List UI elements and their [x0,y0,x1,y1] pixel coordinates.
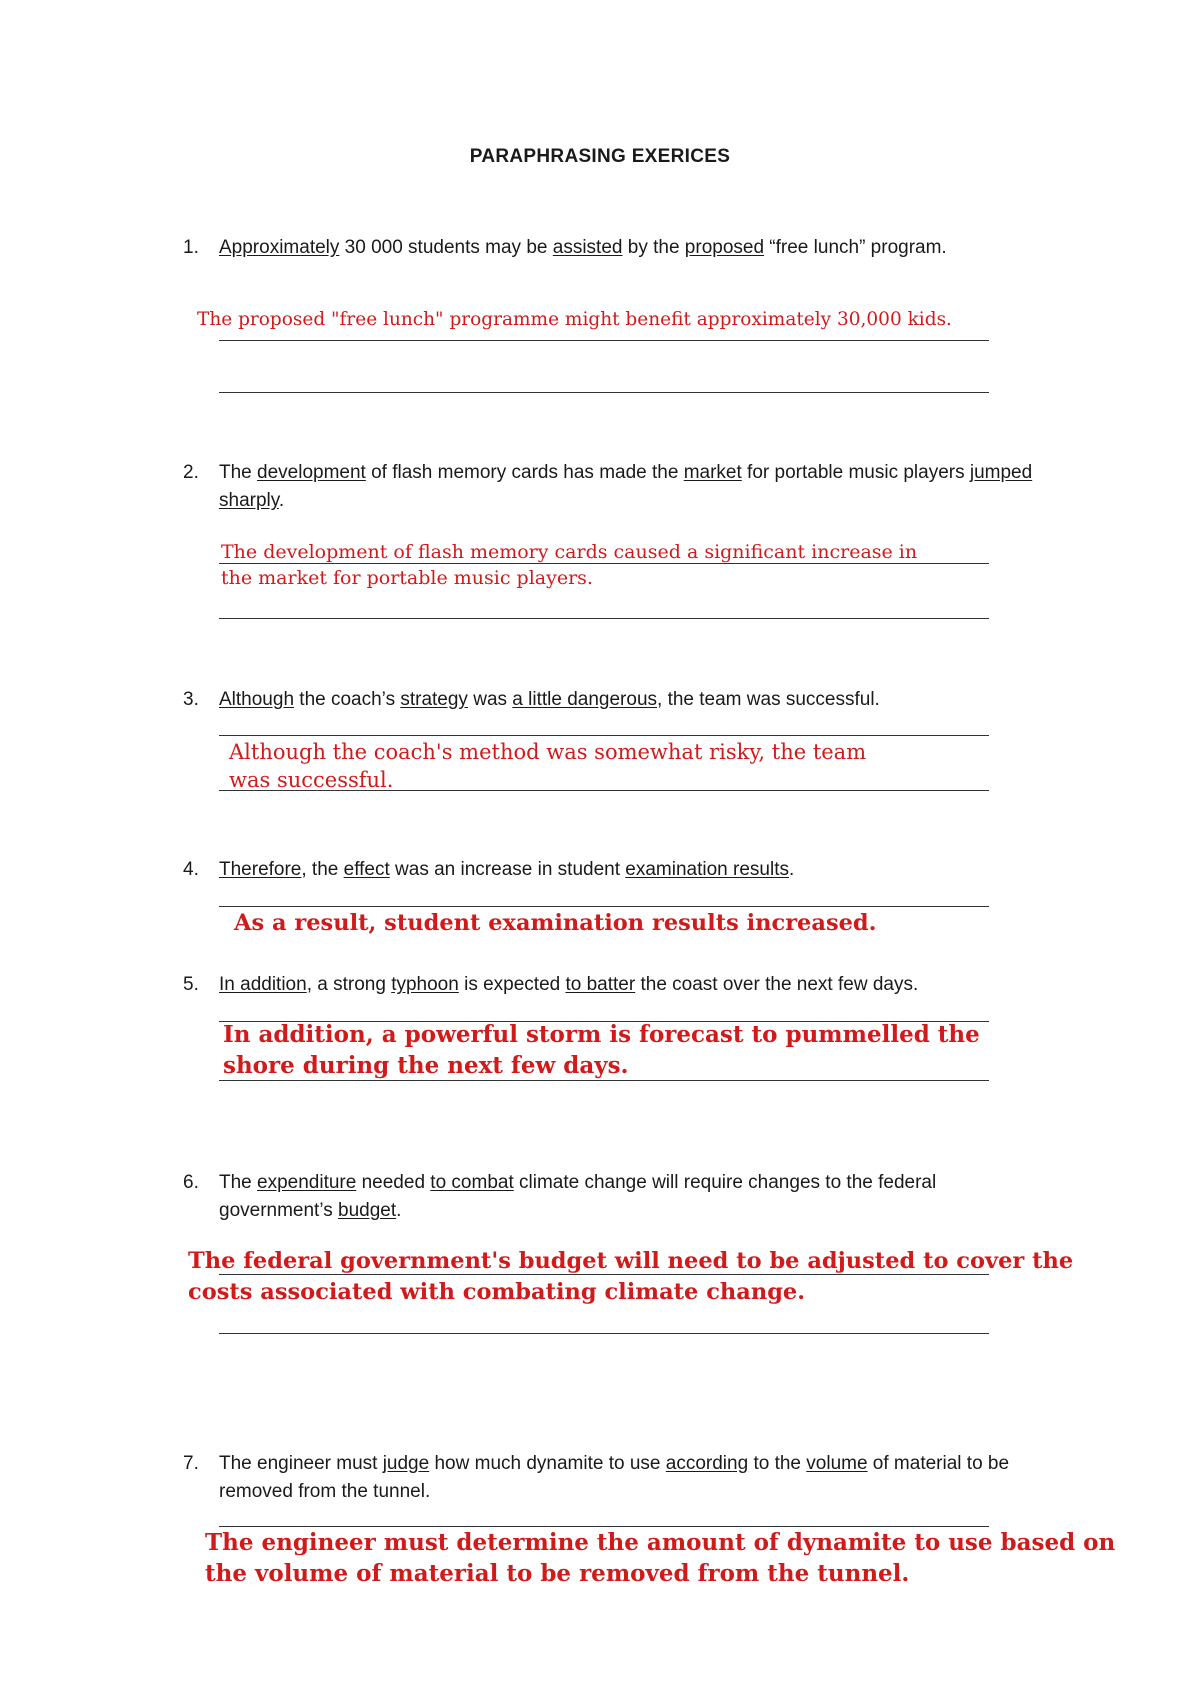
question-number: 5. [183,974,199,995]
answer-4 [234,910,877,936]
underlined-term: Approximately [219,237,340,258]
underlined-term: proposed [684,237,765,258]
question-text: Approximately 30 000 students may be assisted by the proposed “free lunch” program. [219,237,947,258]
answer-7 [205,1527,1115,1589]
answer-line: the market for portable music players. [221,567,593,589]
underlined-term: typhoon [391,974,459,995]
underlined-term: effect [343,859,390,880]
question-text: The engineer must judge how much dynamite to use according to the volume of material to be removed from the tunnel. [219,1453,1010,1502]
question-number: 4. [183,859,199,880]
question-text: Although the coach’s strategy was a little dangerous, the team was successful. [219,689,880,710]
underlined-term: budget [338,1200,397,1221]
underlined-term: Although [219,689,295,710]
question-text: The development of flash memory cards has made the market for portable music players jumped sharply. [219,462,1033,511]
underlined-term: to batter [565,974,636,995]
underlined-term: according [665,1453,749,1474]
answer-rule [219,563,989,564]
underlined-term: jumped sharply [219,462,1033,511]
answer-5 [223,1019,980,1081]
answer-rule [219,906,989,907]
answer-rule [219,340,989,341]
question-text: In addition, a strong typhoon is expected to batter the coast over the next few days. [219,974,919,995]
underlined-term: In addition [219,974,307,995]
answer-line: The federal government's budget will need to be adjusted to cover the [188,1248,1074,1274]
page-title: PARAPHRASING EXERICES [469,146,731,167]
question-number: 2. [183,462,199,483]
answer-line: The engineer must determine the amount of dynamite to use based on [205,1529,1116,1556]
answer-line: The proposed "free lunch" programme might benefit approximately 30,000 kids. [197,309,952,330]
question-number: 6. [183,1172,199,1193]
underlined-term: Therefore [219,859,302,880]
answer-rule [219,735,989,736]
answer-line: The development of flash memory cards caused a significant increase in [221,541,918,563]
answer-line: shore during the next few days. [223,1052,629,1079]
underlined-term: assisted [552,237,623,258]
question-text: The expenditure needed to combat climate change will require changes to the federal government’s budget. [219,1172,937,1221]
answer-rule [219,1080,989,1081]
underlined-term: development [257,462,366,483]
question-number: 1. [183,237,199,258]
underlined-term: to combat [430,1172,514,1193]
answer-line: In addition, a powerful storm is forecast to pummelled the [223,1021,980,1048]
answer-line: the volume of material to be removed from the tunnel. [205,1560,910,1587]
answer-line: As a result, student examination results increased. [234,910,877,936]
answer-rule [219,1333,989,1334]
question-text: Therefore, the effect was an increase in student examination results. [219,859,795,880]
underlined-term: judge [382,1453,430,1474]
answer-line: costs associated with combating climate change. [188,1279,806,1305]
answer-3 [229,738,866,794]
underlined-term: market [683,462,742,483]
answer-6 [188,1246,1073,1308]
question-number: 7. [183,1453,199,1474]
underlined-term: examination results [625,859,789,880]
underlined-term: volume [806,1453,868,1474]
answer-1 [197,309,952,330]
answer-2 [221,539,917,591]
answer-rule [219,790,989,791]
answer-rule [219,392,989,393]
answer-rule [219,618,989,619]
answer-line: Although the coach's method was somewhat risky, the team [229,740,867,764]
answer-line: was successful. [229,768,394,792]
question-number: 3. [183,689,199,710]
underlined-term: expenditure [257,1172,357,1193]
underlined-term: strategy [400,689,468,710]
underlined-term: a little dangerous [512,689,658,710]
